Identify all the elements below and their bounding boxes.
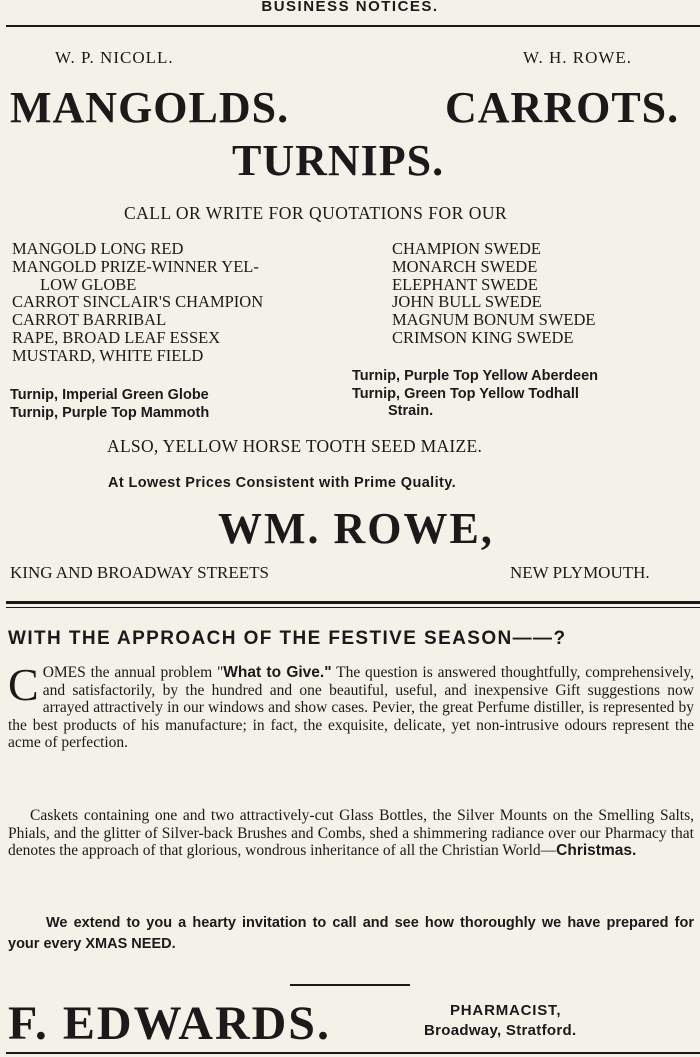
ad1-turnip-list-left	[10, 387, 209, 422]
list-item: ELEPHANT SWEDE	[392, 274, 538, 294]
list-item: LOW GLOBE	[40, 274, 137, 294]
ad2-paragraph-1: COMES the annual problem "What to Give." The question is answered thoughtfully, comprehensively, and satisfactorily, by the hundred and one beautiful, useful, and inexpensive Gift suggestions now arrayed attractively in our windows and show cases. Pevier, the great Perfume distiller, is represented by the best products of his manufacture; in fact, the exquisite, delicate, yet non-intrusive odours represent the acme of perfection.	[8, 659, 695, 751]
ad1-prices-line: At Lowest Prices Consistent with Prime Quality.	[108, 475, 457, 491]
ad1-address-right: NEW PLYMOUTH.	[510, 563, 650, 582]
ad1-seed-list-left	[12, 240, 263, 365]
list-item: RAPE, BROAD LEAF ESSEX	[12, 327, 221, 347]
list-item: CRIMSON KING SWEDE	[392, 327, 574, 347]
list-item: MANGOLD PRIZE-WINNER YEL-	[12, 256, 259, 276]
list-item: CHAMPION SWEDE	[392, 239, 541, 258]
list-item: MAGNUM BONUM SWEDE	[392, 310, 596, 330]
list-item: Turnip, Imperial Green Globe	[10, 387, 209, 403]
ad1-name-left: W. P. NICOLL.	[55, 48, 174, 67]
ad1-address-left: KING AND BROADWAY STREETS	[10, 563, 269, 582]
section-divider-thick	[6, 601, 700, 604]
header-divider	[6, 25, 700, 27]
list-item: Turnip, Purple Top Mammoth	[10, 404, 210, 421]
ad2-firm-name: F. EDWARDS.	[8, 997, 331, 1050]
ad1-headline-carrots: CARROTS.	[445, 83, 680, 132]
ad1-headline-mangolds: MANGOLDS.	[10, 83, 290, 132]
list-item: JOHN BULL SWEDE	[392, 292, 542, 312]
ad2-paragraph-2: Caskets containing one and two attractively-cut Glass Bottles, the Silver Mounts on the Smelling Salts, Phials, and the glitter of Silver-back Brushes and Combs, shed a shimmering radiance over our Pharmacy that denotes the approach of that glorious, wondrous inheritance of all the Christian World—Christmas.	[8, 807, 694, 859]
ad2-address: Broadway, Stratford.	[424, 1022, 577, 1039]
list-item: MONARCH SWEDE	[392, 256, 538, 276]
ad1-seed-list-right	[392, 240, 596, 347]
ad1-firm-name: WM. ROWE,	[218, 504, 494, 553]
ad1-name-right: W. H. ROWE.	[523, 48, 633, 67]
bottom-divider	[6, 1052, 700, 1054]
list-item: Turnip, Green Top Yellow Todhall	[352, 385, 579, 402]
signature-divider	[290, 984, 410, 986]
ad2-headline: WITH THE APPROACH OF THE FESTIVE SEASON——?	[8, 628, 567, 649]
list-item: CARROT BARRIBAL	[12, 310, 167, 330]
ad2-role: PHARMACIST,	[450, 1002, 562, 1019]
section-divider-thin	[6, 607, 700, 608]
list-item: Strain.	[388, 403, 434, 419]
list-item: MUSTARD, WHITE FIELD	[12, 345, 204, 365]
list-item: Turnip, Purple Top Yellow Aberdeen	[352, 368, 598, 384]
ad1-turnip-list-right	[352, 368, 598, 421]
drop-cap: C	[8, 659, 39, 710]
list-item: CARROT SINCLAIR'S CHAMPION	[12, 292, 264, 312]
list-item: MANGOLD LONG RED	[12, 239, 184, 258]
ad1-call-line: CALL OR WRITE FOR QUOTATIONS FOR OUR	[124, 203, 508, 223]
section-header: BUSINESS NOTICES.	[261, 0, 439, 15]
ad1-also-line: ALSO, YELLOW HORSE TOOTH SEED MAIZE.	[107, 436, 483, 456]
ad2-invitation: We extend to you a hearty invitation to call and see how thoroughly we have prepared for your every XMAS NEED.	[8, 915, 694, 952]
ad1-headline-turnips: TURNIPS.	[232, 136, 445, 185]
